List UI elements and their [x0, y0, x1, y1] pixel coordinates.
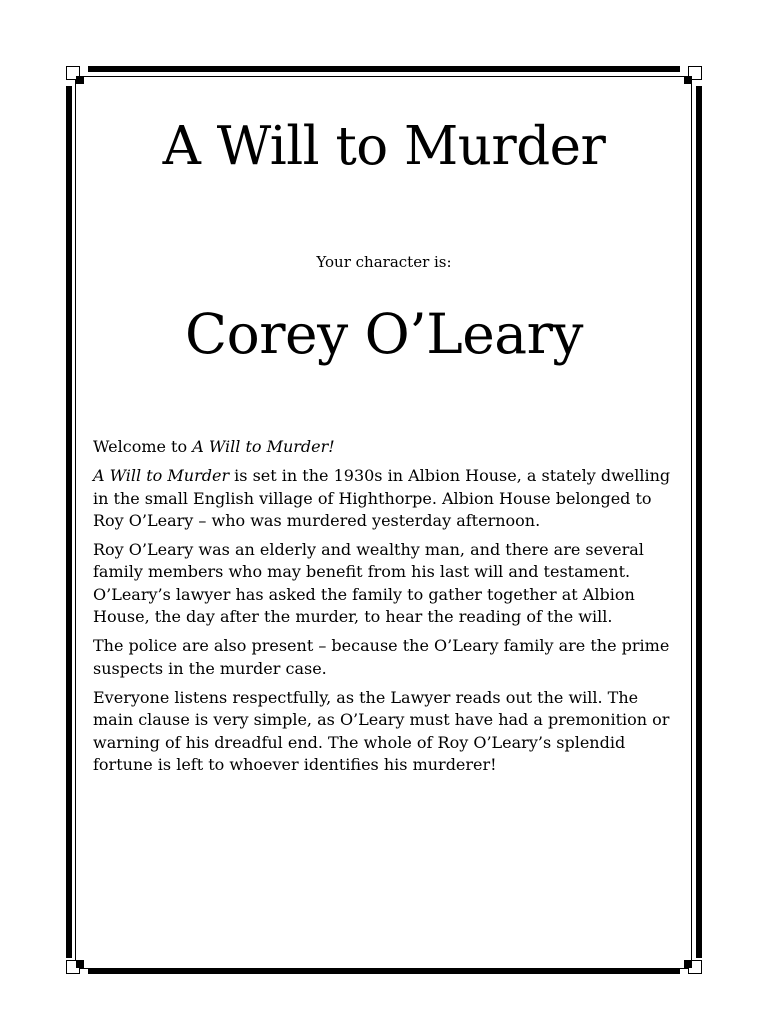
- welcome-title: A Will to Murder!: [192, 437, 335, 456]
- character-label: Your character is:: [316, 253, 452, 271]
- frame-corner-top-left-fill: [76, 76, 84, 84]
- frame-right-bar: [696, 86, 702, 958]
- frame-left-bar: [66, 86, 72, 958]
- frame-corner-top-right-fill: [684, 76, 692, 84]
- document-title: A Will to Murder: [162, 116, 606, 177]
- paragraph-setting: [93, 465, 683, 532]
- welcome-prefix: Welcome to: [93, 437, 193, 456]
- frame-corner-bottom-left-fill: [76, 960, 84, 968]
- frame-corner-bottom-right-fill: [684, 960, 692, 968]
- paragraph-will: Everyone listens respectfully, as the Lawyer reads out the will. The main clause is very simple, as O’Leary must have had a premonition or warning of his dreadful end. The whole of Roy O’Leary’s splendid fortune is left to whoever identifies his murderer!: [93, 687, 670, 774]
- paragraph-setting-text: is set in the 1930s in Albion House, a stately dwelling in the small English village of Highthorpe. Albion House belonged to Roy O’Leary – who was murdered yesterday afternoon.: [93, 466, 671, 530]
- paragraph-family: Roy O’Leary was an elderly and wealthy man, and there are several family members who may benefit from his last will and testament. O’Leary’s lawyer has asked the family to gather together at Albion House, the day after the murder, to hear the reading of the will.: [93, 540, 644, 627]
- character-name: Corey O’Leary: [185, 302, 583, 366]
- frame-bottom-bar: [88, 968, 680, 974]
- frame-top-bar: [88, 66, 680, 72]
- paragraph-police: The police are also present – because the O’Leary family are the prime suspects in the murder case.: [93, 636, 670, 678]
- welcome-line: [93, 436, 683, 458]
- intro-text: [93, 436, 683, 783]
- paragraph-setting-title: A Will to Murder: [93, 466, 230, 486]
